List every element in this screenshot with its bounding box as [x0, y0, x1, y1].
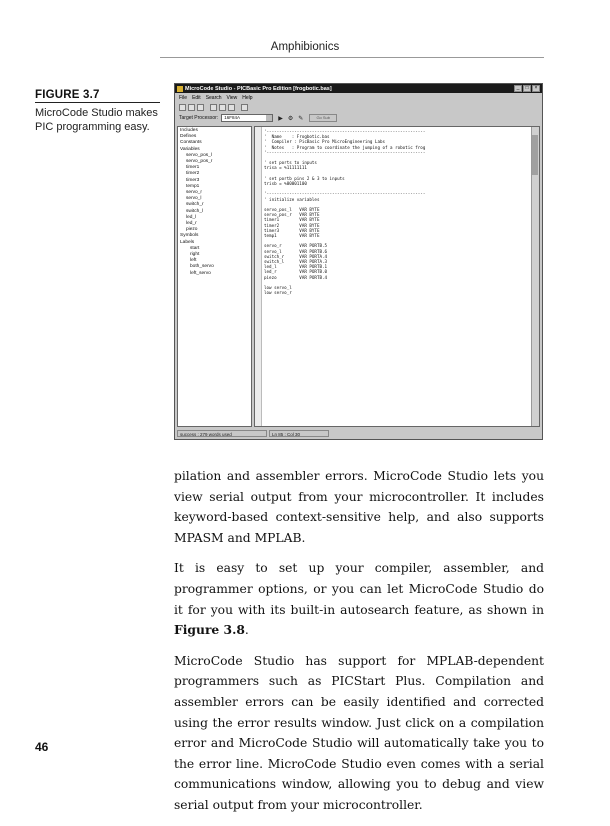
- close-icon: ×: [532, 85, 540, 92]
- vertical-scrollbar: [531, 127, 539, 426]
- figure-rule: [35, 102, 160, 103]
- chevron-down-icon: [266, 115, 272, 121]
- editor-gutter: [255, 127, 262, 426]
- explorer-item: switch_r: [186, 202, 204, 208]
- open-file-icon: [188, 104, 195, 111]
- explorer-item: timer3: [186, 177, 200, 183]
- scrollbar-thumb: [532, 135, 538, 175]
- menu-file: File: [179, 94, 188, 101]
- status-cursor-position: Ln 85 : Col 30: [269, 430, 329, 437]
- explorer-item: left: [190, 258, 197, 264]
- explorer-item: start: [190, 245, 200, 251]
- figure-label: FIGURE 3.7: [35, 89, 100, 101]
- explorer-item: servo_r: [186, 190, 202, 196]
- window-title: MicroCode Studio - PICBasic Pro Edition [frogbotic.bas]: [185, 85, 332, 92]
- explorer-item: Labels: [180, 239, 195, 245]
- paste-icon: [228, 104, 235, 111]
- explorer-item: both_servo: [190, 264, 214, 270]
- menu-help: Help: [242, 94, 253, 101]
- body-text: [174, 466, 544, 826]
- target-processor-value: 16F84A: [224, 115, 240, 120]
- copy-icon: [219, 104, 226, 111]
- explorer-item: Constants: [180, 140, 202, 146]
- figure-reference: Figure 3.8: [174, 622, 245, 638]
- menu-bar: [175, 93, 542, 102]
- paragraph-3: MicroCode Studio has support for MPLAB-dependent programmers such as PICStart Plus. Compilation and assembler errors can be easily identified and corrected using the error results window. Just click on a compilation error and MicroCode Studio will automatically take you to the error line. MicroCode Studio even comes with a serial communications window, allowing you to debug and view serial output from your microcontroller.: [174, 653, 544, 812]
- running-head: Amphibionics: [270, 41, 340, 53]
- processor-toolbar: [175, 112, 542, 124]
- save-icon: [197, 104, 204, 111]
- paragraph-1: pilation and assembler errors. MicroCode Studio lets you view serial output from your microcontroller. It includes keyword-based context-sensitive help, and also supports MPASM and MPLAB.: [174, 469, 544, 545]
- print-icon: [241, 104, 248, 111]
- code-editor: [254, 126, 540, 427]
- minimize-icon: _: [514, 85, 522, 92]
- explorer-item: Variables: [180, 146, 200, 152]
- explorer-item: servo_l: [186, 196, 202, 202]
- explorer-item: servo_pos_l: [186, 152, 212, 158]
- explorer-item: Includes: [180, 128, 198, 133]
- menu-view: View: [226, 94, 238, 101]
- source-code: '--------------------------------------------------------------- ' Name : Frogbotic.bas ' Compiler : PicBasic Pro MicroEngineering Labs ' Notes : Program to coordinate the jumping of a robotic frog '--------------------------------------------------------------- ' set ports to inputs trisa = %11111111 ' set portb pins 2 & 3 to inputs trisb = %00001100 '--------------------------------------------------------------- ' initialize variables servo_pos_l VAR BYTE servo_pos_r VAR BYTE timer1 VAR BYTE timer2 VAR BYTE timer3 VAR BYTE temp1 VAR BYTE servo_r VAR PORTB.5 servo_l VAR PORTB.6 switch_r VAR PORTA.4 switch_l VAR PORTA.3 led_l VAR PORTB.1 led_r VAR PORTB.0 piezo VAR PORTB.4 low servo_l low servo_r: [264, 129, 426, 296]
- paragraph-2-text: It is easy to set up your compiler, assembler, and programmer options, or you can let MicroCode Studio do it for you with its built-in autosearch feature, as shown in: [174, 561, 544, 617]
- screenshot-window: [174, 83, 543, 440]
- target-processor-select: [221, 114, 273, 122]
- explorer-item: led_r: [186, 221, 197, 227]
- build-icon: ✎: [298, 115, 304, 122]
- paragraph-2: [174, 558, 544, 640]
- cut-icon: [210, 104, 217, 111]
- go-sub-button: Go Sub: [309, 114, 337, 122]
- status-compile-result: success : 279 words used: [177, 430, 267, 437]
- paragraph-2-end: .: [244, 623, 249, 638]
- explorer-item: timer1: [186, 165, 200, 171]
- explorer-item: right: [190, 252, 200, 258]
- explorer-item: Symbols: [180, 233, 199, 239]
- explorer-item: temp1: [186, 183, 200, 189]
- toolbar: [175, 102, 542, 112]
- target-processor-label: Target Processor:: [179, 115, 219, 121]
- ide-content: [177, 126, 540, 427]
- explorer-item: piezo: [186, 227, 198, 233]
- figure-caption: MicroCode Studio makes PIC programming easy.: [35, 107, 158, 133]
- window-titlebar: [175, 84, 542, 93]
- page-number: 46: [35, 740, 49, 754]
- program-icon: ⚙: [287, 115, 294, 122]
- menu-edit: Edit: [192, 94, 201, 101]
- explorer-item: led_l: [186, 214, 197, 220]
- header-rule: [160, 57, 544, 58]
- explorer-item: Defines: [180, 134, 197, 140]
- new-file-icon: [179, 104, 186, 111]
- app-icon: [177, 86, 183, 92]
- explorer-item: servo_pos_r: [186, 159, 213, 165]
- explorer-item: left_servo: [190, 270, 211, 276]
- compile-icon: ▶: [278, 115, 283, 122]
- explorer-item: timer2: [186, 171, 200, 177]
- menu-search: Search: [205, 94, 222, 101]
- code-explorer: [177, 126, 252, 427]
- explorer-item: switch_l: [186, 208, 204, 214]
- maximize-icon: □: [523, 85, 531, 92]
- status-bar: [177, 429, 540, 438]
